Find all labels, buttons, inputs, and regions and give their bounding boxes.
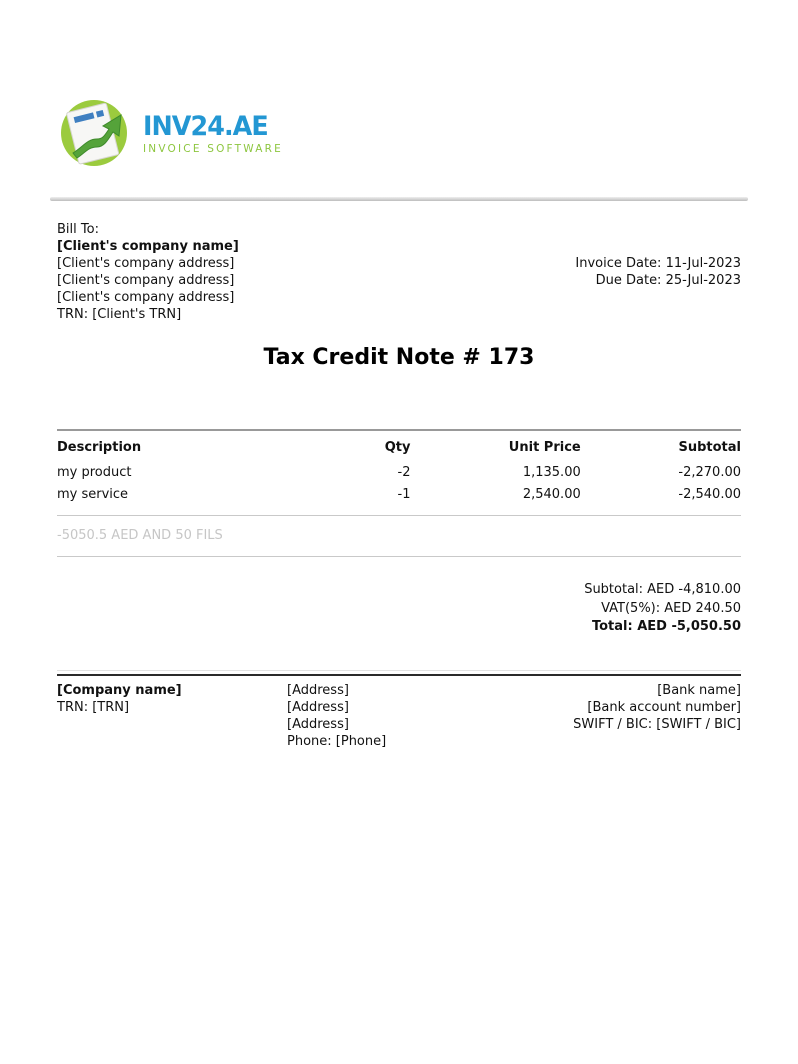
invoice-date: Invoice Date: 11-Jul-2023: [575, 256, 741, 271]
client-trn: TRN: [Client's TRN]: [57, 307, 182, 322]
item-description: my service: [57, 486, 129, 502]
amount-in-words: -5050.5 AED AND 50 FILS: [57, 515, 741, 557]
totals-block: [57, 581, 741, 637]
item-subtotal: -2,540.00: [678, 486, 741, 502]
client-address-line: [Client's company address]: [57, 256, 235, 271]
company-address-line: [Address]: [287, 683, 349, 698]
bank-swift: SWIFT / BIC: [SWIFT / BIC]: [573, 717, 741, 732]
table-row: [57, 483, 741, 505]
company-address-line: [Address]: [287, 717, 349, 732]
inv24-logo-icon: [57, 95, 139, 167]
vat-line: VAT(5%): AED 240.50: [601, 600, 741, 616]
due-date: Due Date: 25-Jul-2023: [595, 273, 741, 288]
header: [57, 0, 741, 167]
column-header-subtotal: Subtotal: [678, 440, 741, 455]
client-company-name: [Client's company name]: [57, 239, 239, 254]
logo-text: [143, 107, 283, 155]
client-address-line: [Client's company address]: [57, 290, 235, 305]
subtotal-line: Subtotal: AED -4,810.00: [584, 582, 741, 597]
column-header-description: Description: [57, 440, 142, 455]
item-description: my product: [57, 464, 132, 480]
item-subtotal: -2,270.00: [678, 464, 741, 480]
header-divider: [50, 197, 748, 201]
company-phone: Phone: [Phone]: [287, 734, 387, 749]
footer-bank-block: [507, 682, 741, 750]
dates-block: [575, 255, 741, 323]
bank-account-number: [Bank account number]: [587, 700, 741, 715]
table-row: [57, 461, 741, 483]
items-table: [57, 429, 741, 505]
total-line: Total: AED -5,050.50: [591, 619, 741, 634]
page-title: Tax Credit Note # 173: [263, 345, 535, 370]
company-name: [Company name]: [57, 683, 182, 698]
item-unit-price: 1,135.00: [522, 464, 581, 480]
brand-name: INV24.AE: [143, 111, 268, 142]
company-trn: TRN: [TRN]: [57, 700, 130, 715]
bill-to-block: [57, 221, 239, 323]
meta-section: [57, 221, 741, 323]
client-address-line: [Client's company address]: [57, 273, 235, 288]
column-header-unit-price: Unit Price: [508, 440, 581, 455]
company-address-line: [Address]: [287, 700, 349, 715]
footer: [57, 682, 741, 750]
column-header-qty: Qty: [384, 440, 411, 455]
item-unit-price: 2,540.00: [522, 486, 581, 502]
item-qty: -2: [397, 464, 411, 480]
footer-divider: [57, 670, 741, 677]
bank-name: [Bank name]: [657, 683, 741, 698]
brand-tagline: INVOICE SOFTWARE: [143, 143, 283, 155]
footer-company-block: [57, 682, 287, 750]
footer-contact-block: [287, 682, 507, 750]
items-table-header-row: [57, 430, 741, 461]
bill-to-label: Bill To:: [57, 222, 99, 237]
item-qty: -1: [397, 486, 411, 502]
